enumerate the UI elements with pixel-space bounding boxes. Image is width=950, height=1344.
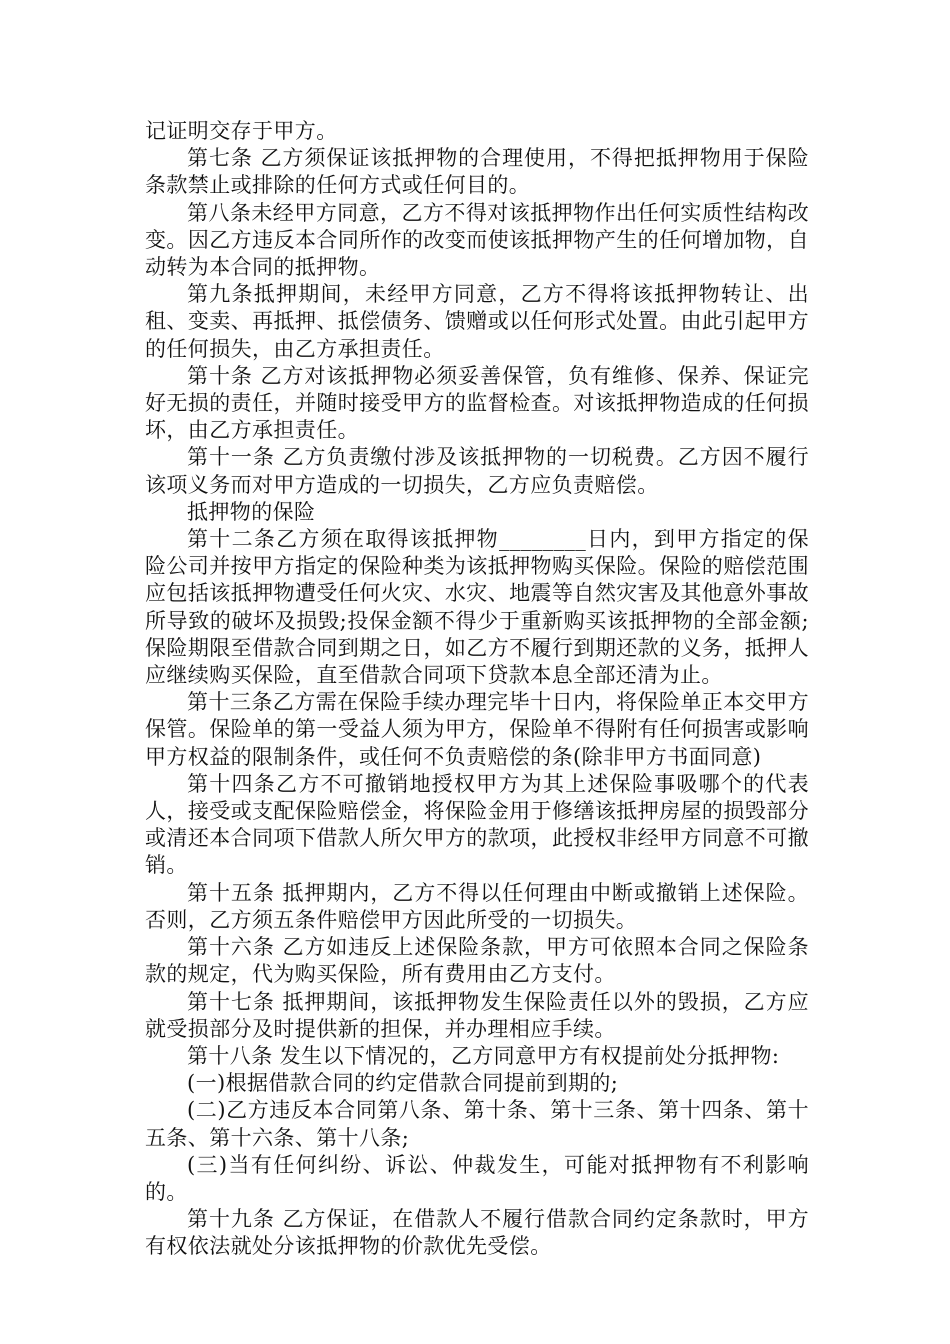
paragraph-article-10: 第十条 乙方对该抵押物必须妥善保管，负有维修、保养、保证完好无损的责任，并随时接受甲方的监督检查。对该抵押物造成的任何损坏，由乙方承担责任。 — [145, 363, 809, 443]
paragraph-article-12: 第十二条乙方须在取得该抵押物________日内，到甲方指定的保险公司并按甲方指定的保险种类为该抵押物购买保险。保险的赔偿范围应包括该抵押物遭受任何火灾、水灾、地震等自然灾害及其他意外事故所导致的破坏及损毁;投保金额不得少于重新购买该抵押物的全部金额;保险期限至借款合同到期之日，如乙方不履行到期还款的义务，抵押人应继续购买保险，直至借款合同项下贷款本息全部还清为止。 — [145, 527, 809, 688]
list-item-1: (一)根据借款合同的约定借款合同提前到期的; — [187, 1071, 619, 1096]
paragraph-article-11: 第十一条 乙方负责缴付涉及该抵押物的一切税费。乙方因不履行该项义务而对甲方造成的一切损失，乙方应负责赔偿。 — [145, 445, 809, 497]
paragraph-article-17: 第十七条 抵押期间，该抵押物发生保险责任以外的毁损，乙方应就受损部分及时提供新的担保，并办理相应手续。 — [145, 989, 809, 1041]
paragraph-article-13: 第十三条乙方需在保险手续办理完毕十日内，将保险单正本交甲方保管。保险单的第一受益人须为甲方，保险单不得附有任何损害或影响甲方权益的限制条件，或任何不负责赔偿的条(除非甲方书面同意) — [145, 690, 809, 769]
document-body — [145, 118, 809, 1261]
paragraph-article-7: 第七条 乙方须保证该抵押物的合理使用，不得把抵押物用于保险条款禁止或排除的任何方式或任何目的。 — [145, 146, 809, 198]
paragraph-article-15: 第十五条 抵押期内，乙方不得以任何理由中断或撤销上述保险。否则，乙方须五条件赔偿甲方因此所受的一切损失。 — [145, 880, 809, 932]
paragraph-article-14: 第十四条乙方不可撤销地授权甲方为其上述保险事吸哪个的代表人，接受或支配保险赔偿金，将保险金用于修缮该抵押房屋的损毁部分或清还本合同项下借款人所欠甲方的款项，此授权非经甲方同意不可撤销。 — [145, 771, 809, 878]
paragraph-article-18: 第十八条 发生以下情况的，乙方同意甲方有权提前处分抵押物: — [187, 1043, 780, 1068]
paragraph-article-8: 第八条未经甲方同意，乙方不得对该抵押物作出任何实质性结构改变。因乙方违反本合同所作的改变而使该抵押物产生的任何增加物，自动转为本合同的抵押物。 — [145, 200, 809, 280]
section-heading-insurance: 抵押物的保险 — [187, 499, 316, 524]
paragraph-continuation: 记证明交存于甲方。 — [145, 119, 338, 143]
paragraph-article-19: 第十九条 乙方保证，在借款人不履行借款合同约定条款时，甲方有权依法就处分该抵押物的价款优先受偿。 — [145, 1207, 809, 1259]
list-item-2: (二)乙方违反本合同第八条、第十条、第十三条、第十四条、第十五条、第十六条、第十八条; — [145, 1098, 809, 1150]
paragraph-article-9: 第九条抵押期间，未经甲方同意，乙方不得将该抵押物转让、出租、变卖、再抵押、抵偿债务、馈赠或以任何形式处置。由此引起甲方的任何损失，由乙方承担责任。 — [145, 282, 809, 361]
paragraph-article-16: 第十六条 乙方如违反上述保险条款，甲方可依照本合同之保险条款的规定，代为购买保险，所有费用由乙方支付。 — [145, 935, 809, 987]
list-item-3: (三)当有任何纠纷、诉讼、仲裁发生，可能对抵押物有不利影响的。 — [145, 1152, 809, 1204]
